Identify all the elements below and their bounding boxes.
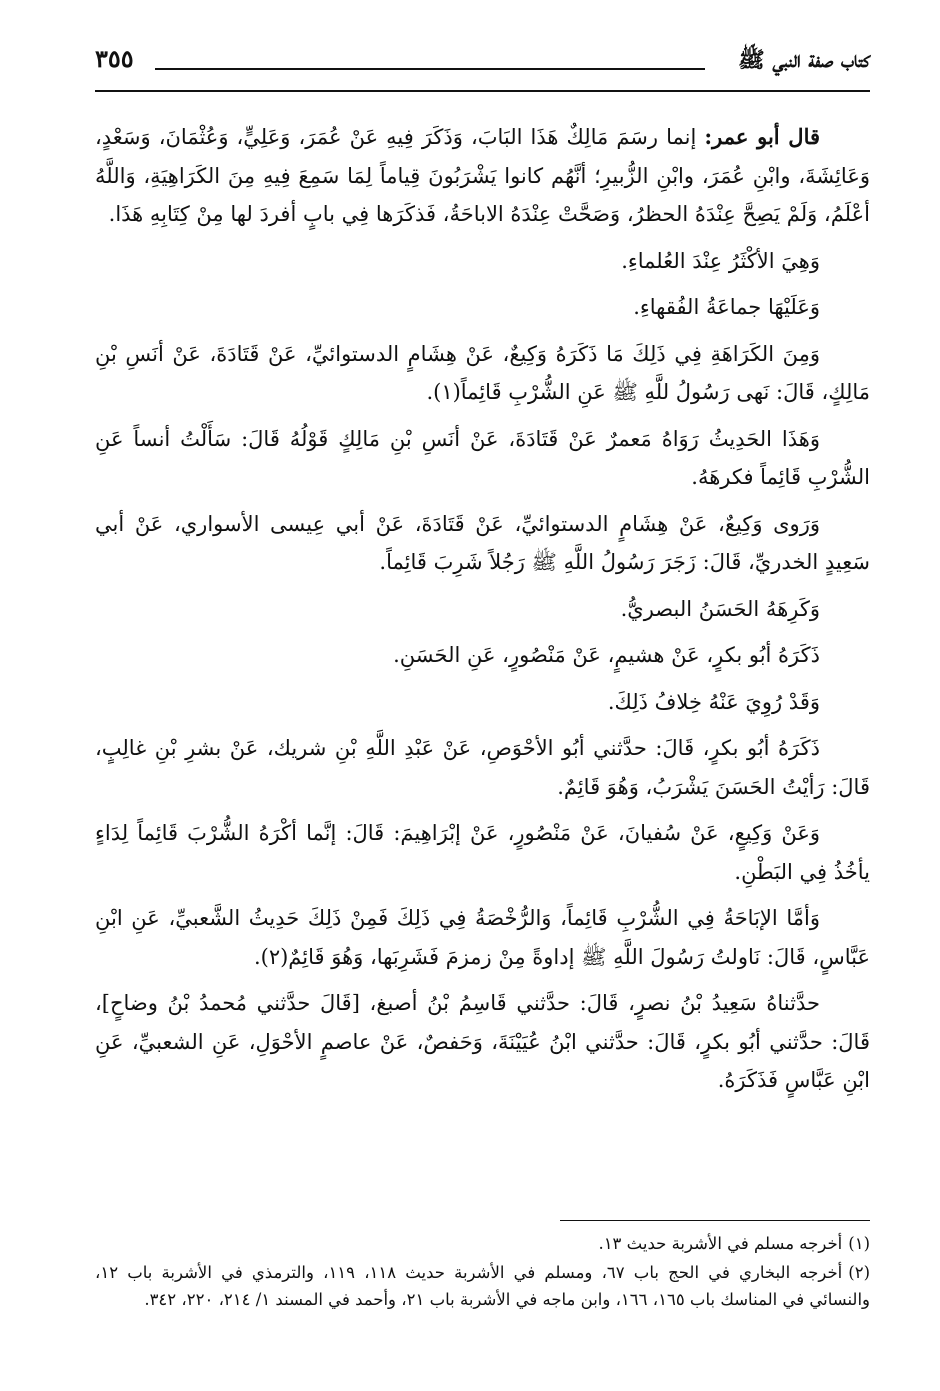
paragraph: حدَّثناهُ سَعِيدُ بْنُ نصرٍ، قَالَ: حدَّثني قَاسِمُ بْنُ أصبغ، [قَالَ حدَّثني مُحمدُ بْنُ وضاحٍ]، قَالَ: حدَّثني أبُو بكرٍ، قَالَ: حدَّثني ابْنُ عُيَيْنَةَ، وَحَفصٌ، عَنْ عاصمٍ الأحْوَلِ، عَنِ الشعبيِّ، عَنِ ابْنِ عَبَّاسٍ فَذَكَرَهُ. xyxy=(95,991,870,1092)
header-line xyxy=(155,68,705,70)
footnotes xyxy=(95,1230,870,1315)
footnote-text: أخرجه البخاري في الحج باب ٦٧، ومسلم في الأشربة حديث ١١٨، ١١٩، والترمذي في الأشربة باب ١٢، والنسائي في المناسك باب ١٦٥، ١٦٦، وابن ماجه في الأشربة باب ٢١، وأحمد في المسند ١/ ٢١٤، ٢٢٠، ٣٤٢. xyxy=(95,1263,870,1309)
paragraph: ذَكَرَهُ أبُو بكرٍ، قَالَ: حدَّثني أبُو الأحْوَصِ، عَنْ عَبْدِ اللَّهِ بْنِ شريك، عَنْ بشرِ بْنِ غالِبٍ، قَالَ: رَأيْتُ الحَسَنَ يَشْرَبُ، وَهُوَ قَائِمٌ. xyxy=(95,736,870,799)
footnote xyxy=(95,1230,870,1257)
footnote-separator xyxy=(560,1220,870,1221)
paragraph: ذَكَرَهُ أبُو بكرٍ، عَنْ هشيمٍ، عَنْ مَنْصُورٍ، عَنِ الحَسَنِ. xyxy=(393,643,820,667)
footnote-text: أخرجه مسلم في الأشربة حديث ١٣. xyxy=(598,1234,843,1253)
paragraph-text: إنما رسَمَ مَالِكٌ هَذَا البَابَ، وَذَكَرَ فِيهِ عَنْ عُمَرَ، وَعَلِيٍّ، وَعُثْمَانَ، وَسَعْدٍ، وَعَائِشَةَ، وابْنِ عُمَرَ، وابْنِ الزُّبيرِ؛ أنَّهُم كانوا يَشْرَبُونَ قِياماً لِمَا سَمِعَ فِيهِ مِنَ الكَرَاهِيَةِ، وَاللَّهُ أعْلَمُ، وَلَمْ يَصِحَّ عِنْدَهُ الحظرُ، وَصَحَّتْ عِنْدَهُ الاباحَةُ، فَذكَرَها فِي بابٍ أفردَ لها مِنْ كِتَابِهِ هَذَا. xyxy=(95,125,870,226)
paragraph: وَقَدْ رُوِيَ عَنْهُ خِلافُ ذَلِكَ. xyxy=(607,689,820,714)
main-text xyxy=(95,118,870,1108)
book-title: كتاب صفة النبي ﷺ xyxy=(738,47,870,73)
paragraph: وَرَوى وَكِيعٌ، عَنْ هِشَامٍ الدستوائيِّ، عَنْ قَتَادَةَ، عَنْ أبي عِيسى الأسواري، عَنْ أبي سَعِيدٍ الخدريِّ، قَالَ: زَجَرَ رَسُولُ اللَّهِ ﷺ رَجُلاً شَرِبَ قَائِماً. xyxy=(95,511,870,574)
header-rule xyxy=(95,90,870,92)
paragraph: وَمِنَ الكَرَاهَةِ فِي ذَلِكَ مَا ذَكَرَهُ وَكِيعٌ، عَنْ هِشَامٍ الدستوائيِّ، عَنْ قَتَادَةَ، عَنْ أنَسِ بْنِ مَالِكٍ، قَالَ: نَهى رَسُولُ للَّهِ ﷺ عَنِ الشُّرْبِ قَائِماً(١). xyxy=(95,341,870,404)
paragraph: وَهَذَا الحَدِيثُ رَوَاهُ مَعمرٌ عَنْ قَتَادَةَ، عَنْ أنَسِ بْنِ مَالِكٍ قَوْلُهُ قَالَ: سَأَلْتُ أنساً عَنِ الشُّرْبِ قَائِماً فكرهَهُ. xyxy=(95,426,870,489)
page-number: ٣٥٥ xyxy=(95,44,134,73)
paragraph xyxy=(95,118,870,234)
paragraph: وَهِيَ الأكْثَرُ عِنْدَ العُلماءِ. xyxy=(621,248,820,273)
paragraph: وَأمَّا الإبَاحَةُ فِي الشُّرْبِ قَائِماً، وَالرُّخْصَةُ فِي ذَلِكَ فَمِنْ ذَلِكَ حَدِيثُ الشَّعبيِّ، عَنِ ابْنِ عَبَّاسٍ، قَالَ: نَاولتُ رَسُولَ اللَّهِ ﷺ إداوةً مِنْ زمزمَ فَشَرِبَها، وَهُوَ قَائِمٌ(٢). xyxy=(95,906,870,969)
paragraph: وَكَرِهَهُ الحَسَنُ البصريُّ. xyxy=(620,596,820,621)
paragraph: وَعَنْ وَكِيعٍ، عَنْ سُفيانَ، عَنْ مَنْصُورٍ، عَنْ إبْرَاهِيمَ: قَالَ: إنَّما أكْرَهُ الشُّرْبَ قَائِماً لِدَاءٍ يأخُذُ فِي البَطْنِ. xyxy=(95,821,870,884)
paragraph: وَعَلَيْهَا جماعَةُ الفُقهاءِ. xyxy=(633,295,820,319)
footnote-number: (٢) xyxy=(848,1263,870,1282)
speaker-label: قال أبو عمر: xyxy=(704,124,821,149)
footnote xyxy=(95,1259,870,1313)
footnote-number: (١) xyxy=(848,1234,870,1253)
page-header xyxy=(95,38,870,92)
